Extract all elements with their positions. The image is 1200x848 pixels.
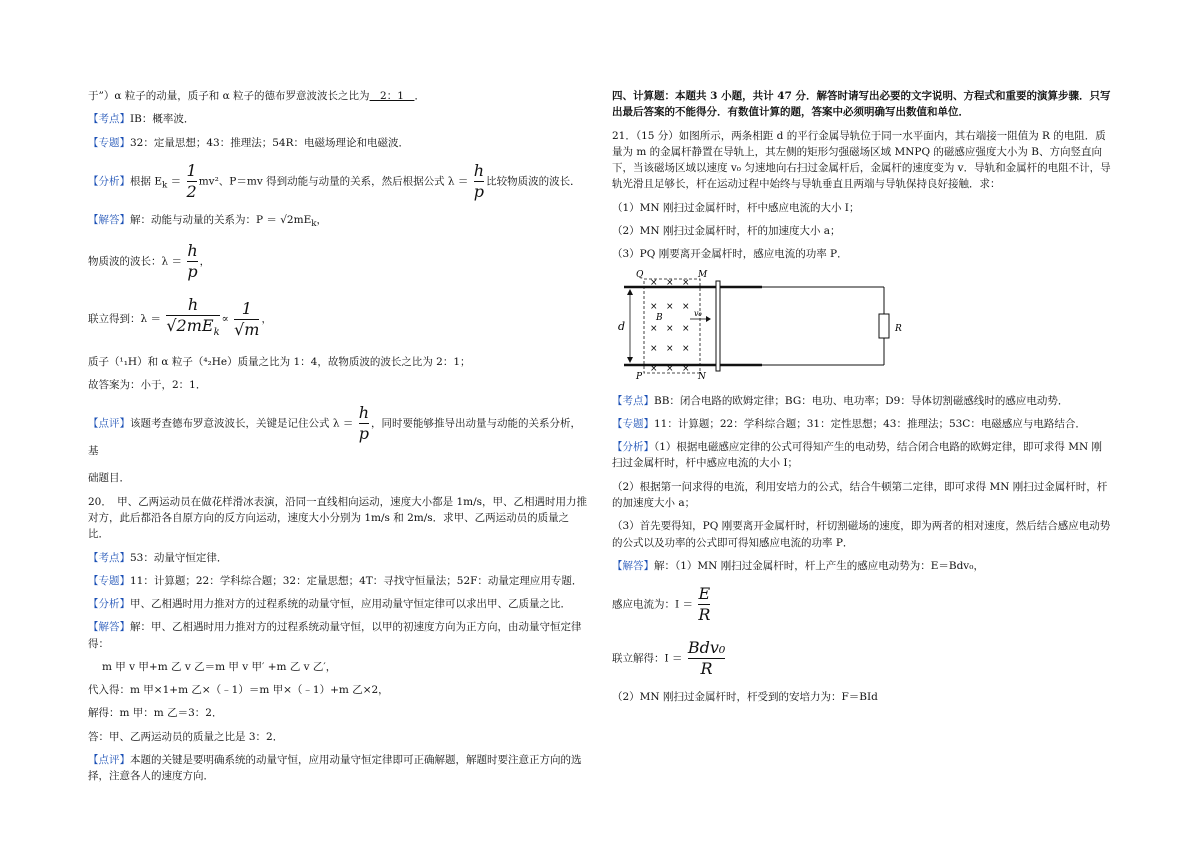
kaodian-tag: 【考点】 [612, 394, 654, 407]
section-heading: 四、计算题：本题共 3 小题，共计 47 分．解答时请写出必要的文字说明、方程式和重要的演算步骤．只写出最后答案的不能得分．有数值计算的题，答案中必须明确写出数值和单位． [612, 90, 1111, 119]
cross: × [682, 364, 690, 375]
label-d: d [618, 320, 626, 334]
frac-den: p [187, 262, 198, 282]
fenxi2-line [88, 596, 588, 612]
fraction-one-sqrtm [234, 300, 259, 339]
label-Q: Q [636, 270, 644, 281]
label-M: M [698, 270, 708, 281]
frac-num: Bdv₀ [687, 638, 726, 658]
question-20: 20． 甲、乙两运动员在做花样滑冰表演，沿同一直线相向运动，速度大小都是 1m/s，甲、乙相遇时用力推对方，此后都沿各自原方向的反方向运动，速度大小分别为 1m/s 和 2m/s．求甲、乙两运动员的质量之比． [88, 495, 588, 541]
cross: × [666, 344, 674, 355]
current-line [612, 581, 1112, 628]
frac-num: 1 [241, 299, 252, 319]
metal-rod [716, 281, 720, 371]
kaodian-text: IB：概率波． [130, 113, 195, 126]
label-B: B [656, 313, 663, 324]
cross: × [682, 324, 690, 335]
wave-line [88, 238, 588, 285]
dianping-text-b: ，同时要能够推导出动量与动能的关系分析，基 [88, 417, 581, 458]
dianping-tag: 【点评】 [88, 753, 130, 766]
question-21: 21．（15 分）如图所示，两条相距 d 的平行金属导轨位于同一水平面内，其右端接一阻值为 R 的电阻．质量为 m 的金属杆静置在导轨上，其左侧的矩形匀强磁场区域 MNPQ 的磁感应强度大小为 B、方向竖直向下，当该磁场区域以速度 v₀ 匀速地向右扫过金属杆后，金属杆的速度变为 v．导轨和金属杆的电阻不计，导轨光滑且足够长，杆在运动过程中始终与导轨垂直且两端与导轨保持良好接触．求： [612, 129, 1111, 191]
fenxi-tag: 【分析】 [88, 598, 130, 611]
prop-symbol: ∝ [221, 313, 229, 326]
cross: × [682, 278, 690, 289]
frac-den: p [358, 424, 369, 444]
d-arrowhead-top [627, 289, 633, 295]
fenxi-tag: 【分析】 [612, 441, 654, 454]
kaodian-text: 53：动量守恒定律． [130, 551, 228, 564]
jieda-sub-k: k [311, 218, 317, 229]
velocity-arrowhead [706, 316, 711, 322]
fenxi-text-c: （3）首先要得知，PQ 刚要离开金属杆时，杆切割磁场的速度，即为两者的相对速度，然后结合感应电动势的公式以及功率的公式即可得知感应电流的功率 P． [612, 520, 1111, 549]
label-v0: v₀ [694, 309, 702, 319]
frac-den: R [698, 605, 711, 625]
jieda2-line [88, 619, 588, 652]
fenxi-text-b: （2）根据第一问求得的电流，利用安培力的公式，结合牛顿第二定律，即可求得 MN 刚扫过金属杆时，杆的加速度大小 a； [612, 480, 1108, 509]
zhuanti-text: 11：计算题；22：学科综合题；32：定量思想；4T：寻找守恒量法；52F：动量定理应用专题． [130, 574, 583, 587]
q19-tail-text: 于”）α 粒子的动量，质子和 α 粒子的德布罗意波波长之比为 [88, 90, 370, 102]
kaodian-text: BB：闭合电路的欧姆定律；BG：电功、电功率；D9：导体切割磁感线时的感应电动势． [654, 394, 1069, 407]
last-line: （2）MN 刚扫过金属杆时，杆受到的安培力为：F＝BId [612, 691, 878, 704]
cross: × [666, 364, 674, 375]
frac-den: 2 [186, 181, 197, 201]
zhuanti-text: 11：计算题；22：学科综合题；31：定性思想；43：推理法；53C：电磁感应与电路结合． [654, 417, 1086, 430]
fenxi-sub-k: k [162, 180, 168, 191]
equation-3: 解得：m 甲：m 乙＝3：2． [88, 707, 223, 720]
answer-blank: 2：1 [369, 90, 415, 102]
jieda-tag: 【解答】 [612, 559, 654, 572]
current-label: 感应电流为：I ＝ [612, 598, 693, 611]
dianping2-line [88, 752, 588, 785]
zhuanti-tag: 【专题】 [88, 574, 130, 587]
resistor [879, 314, 889, 338]
frac-den: R [700, 659, 713, 679]
wave-label: 物质波的波长：λ ＝ [88, 255, 182, 268]
fenxi-tag: 【分析】 [88, 175, 130, 188]
jieda-tag: 【解答】 [88, 621, 130, 634]
frac-num: 1 [186, 160, 197, 180]
left-column [88, 88, 588, 791]
fraction-Bdv0-R [688, 639, 725, 678]
lianli-end: ， [261, 313, 272, 326]
zhuanti-text: 32：定量思想；43：推理法；54R：电磁场理论和电磁波． [130, 136, 409, 149]
equation-2: 代入得：m 甲×1+m 乙×（﹣1）＝m 甲×（﹣1）+m 乙×2， [88, 684, 389, 697]
jieda-text: 解：动能与动量的关系为：P ＝ √2mE [130, 213, 312, 226]
fenxi-line [88, 158, 588, 205]
dianping-tag: 【点评】 [88, 417, 130, 430]
fraction-h-sqrt [166, 296, 219, 342]
zhuanti-tag: 【专题】 [88, 136, 130, 149]
fenxi-text: 甲、乙相遇时用力推对方的过程系统的动量守恒，应用动量守恒定律可以求出甲、乙质量之比． [130, 598, 571, 611]
fenxi-text-b: mv²、P＝mv 得到动能与动量的关系，然后根据公式 λ ＝ [198, 175, 469, 188]
jieda3-line [612, 558, 1112, 574]
frac-den: √m [234, 320, 260, 340]
fenxi-text-c: 比较物质波的波长． [486, 175, 581, 188]
kaodian-tag: 【考点】 [88, 551, 130, 564]
field-crosses [650, 278, 690, 374]
frac-den: p [473, 181, 485, 201]
q19-tail [88, 88, 588, 104]
jieda-text: 解：（1）MN 刚扫过金属杆时，杆上产生的感应电动势为：E＝Bdv₀， [654, 559, 984, 572]
label-P: P [636, 372, 643, 380]
solve-label: 联立解得：I ＝ [612, 652, 683, 665]
den-sub-k: k [213, 327, 220, 339]
q19-tail-end: ． [414, 90, 425, 102]
answer-line: 故答案为：小于，2：1． [88, 378, 207, 391]
label-R: R [895, 324, 902, 335]
fraction-h-p [359, 404, 369, 443]
kaodian-tag: 【考点】 [88, 113, 130, 126]
cross: × [666, 302, 674, 313]
rail-diagram-svg [612, 269, 912, 379]
zhuanti3-line [612, 416, 1112, 432]
kaodian-line [88, 111, 588, 127]
dianping-text: 本题的关键是要明确系统的动量守恒，应用动量守恒定律即可正确解题，解题时要注意正方向的选择，注意各人的速度方向． [88, 753, 582, 783]
cross: × [682, 302, 690, 313]
right-column [612, 88, 1112, 712]
cross: × [650, 324, 658, 335]
cross: × [650, 344, 658, 355]
frac-num: h [187, 241, 198, 261]
jieda-end: ， [316, 213, 328, 226]
equation-1: m 甲 v 甲+m 乙 v 乙＝m 甲 v 甲′ +m 乙 v 乙′， [102, 660, 337, 673]
dianping-text-a: 该题考查德布罗意波波长，关键是记住公式 λ ＝ [130, 417, 354, 430]
sub-question-3: （3）PQ 刚要离开金属杆时，感应电流的功率 P． [612, 248, 848, 261]
fenxi-eq: ＝ [170, 175, 182, 188]
lianli-line [88, 292, 588, 346]
cross: × [682, 344, 690, 355]
label-N: N [698, 372, 706, 380]
frac-num: E [698, 584, 711, 604]
jieda-line [88, 212, 588, 232]
cross: × [650, 302, 658, 313]
frac-num: h [473, 160, 485, 180]
cross: × [666, 278, 674, 289]
zhuanti-tag: 【专题】 [612, 417, 654, 430]
fraction-h-p [187, 242, 197, 281]
fenxi-text-a: 根据 E [130, 175, 163, 188]
rail-diagram [612, 269, 1112, 384]
den-text: √2mE [166, 316, 214, 336]
d-arrowhead-bottom [627, 357, 633, 363]
equation-4: 答：甲、乙两运动员的质量之比是 3：2． [88, 730, 284, 743]
jieda-text: 解：甲、乙相遇时用力推对方的过程系统动量守恒，以甲的初速度方向为正方向，由动量守恒定律得： [88, 621, 582, 650]
cross: × [650, 364, 658, 375]
frac-den [166, 317, 219, 342]
fenxi-text-a: （1）根据电磁感应定律的公式可得知产生的电动势，结合闭合电路的欧姆定律，即可求得 MN 刚扫过金属杆时，杆中感应电流的大小 I； [612, 441, 1103, 470]
sub-question-1: （1）MN 刚扫过金属杆时，杆中感应电流的大小 I； [612, 201, 860, 214]
fenxi3-line [612, 439, 1112, 472]
lianli-label: 联立得到：λ ＝ [88, 313, 161, 326]
solve-line [612, 635, 1112, 682]
jieda-tag: 【解答】 [88, 213, 130, 226]
frac-num: h [187, 295, 199, 315]
zhuanti2-line [88, 573, 588, 589]
dianping-text-c: 础题目． [88, 472, 130, 485]
fraction-E-R [698, 585, 710, 624]
fraction-half [187, 162, 197, 201]
frac-num: h [358, 403, 369, 423]
mass-ratio-line: 质子（¹₁H）和 α 粒子（⁴₂He）质量之比为 1：4，故物质波的波长之比为 2：1； [88, 355, 471, 368]
dianping-line [88, 400, 588, 463]
cross: × [666, 324, 674, 335]
kaodian2-line [88, 550, 588, 566]
fraction-h-p [474, 162, 484, 201]
kaodian3-line [612, 393, 1112, 409]
zhuanti-line [88, 135, 588, 151]
sub-question-2: （2）MN 刚扫过金属杆时，杆的加速度大小 a； [612, 224, 841, 237]
cross: × [650, 278, 658, 289]
wave-end: ， [199, 255, 211, 268]
